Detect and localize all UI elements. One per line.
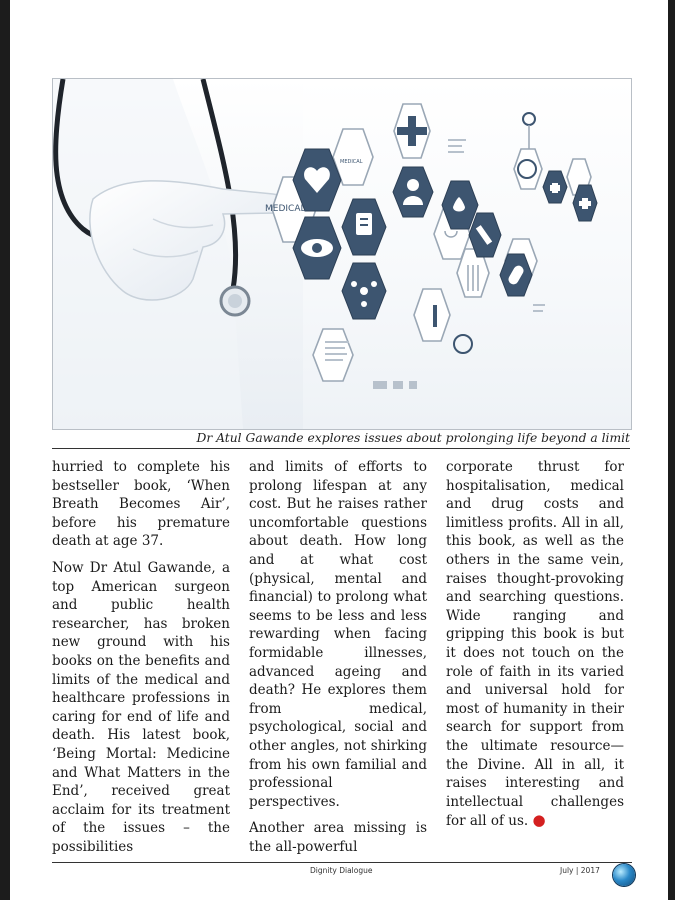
medical-illustration [52, 78, 632, 430]
paragraph: and limits of efforts to prolong lifespan at any cost. But he raises rather uncomfortable questions about death. How long and at what cost (physical, mental and financial) to prolong what seems to be less and less rewarding when facing formidable illnesses, advanced ageing and death? He explores them from medical, psychological, social and other angles, not shirking from his own familial and professional perspectives. [249, 459, 427, 810]
end-mark-icon: ● [532, 811, 546, 830]
issue-date: July | 2017 [560, 866, 600, 875]
page-footer [52, 862, 632, 877]
paragraph: corporate thrust for hospitalisation, medical and drug costs and limitless profits. All in all, this book, as well as the others in the same vein, raises thought-provoking and searching questions. Wide ranging and gripping this book is but it does not touch on the role of faith in its varied and universal hold for most of humanity in their search for support from the ultimate resource—the Divine. All in all, it raises interesting and intellectual challenges for all of us. [446, 459, 624, 830]
image-caption: Dr Atul Gawande explores issues about prolonging life beyond a limit [52, 430, 630, 449]
person-icon [407, 179, 419, 191]
paragraph: Now Dr Atul Gawande, a top American surgeon and public health researcher, has broken new ground with his books on the benefits and limits of the medical and healthcare professions in caring for end of life and death. His latest book, ‘Being Mortal: Medicine and What Matters in the End’, received great acclaim for its treatment of the issues – the possibilities [52, 559, 230, 855]
virus-icon [454, 335, 472, 353]
microscope-icon [433, 305, 437, 327]
paragraph: Another area missing is the all-powerful [249, 820, 427, 855]
publication-name: Dignity Dialogue [310, 866, 373, 875]
paragraph: hurried to complete his bestseller book, ‘When Breath Becomes Air’, before his premature death at age 37. [52, 459, 230, 550]
hex-text-medical: MEDICAL [265, 204, 306, 214]
hex-text-medical-small: MEDICAL [340, 159, 363, 165]
hex-microscope [414, 289, 450, 341]
text-column-2 [249, 458, 427, 858]
magazine-page [10, 0, 668, 900]
hex-person [393, 167, 433, 217]
medical-hexagon-graphic [53, 79, 631, 429]
globe-icon [613, 864, 635, 886]
text-column-1 [52, 458, 230, 858]
text-column-3 [446, 458, 624, 858]
molecule-icon [360, 287, 368, 295]
paragraph-with-end-mark [446, 458, 624, 831]
